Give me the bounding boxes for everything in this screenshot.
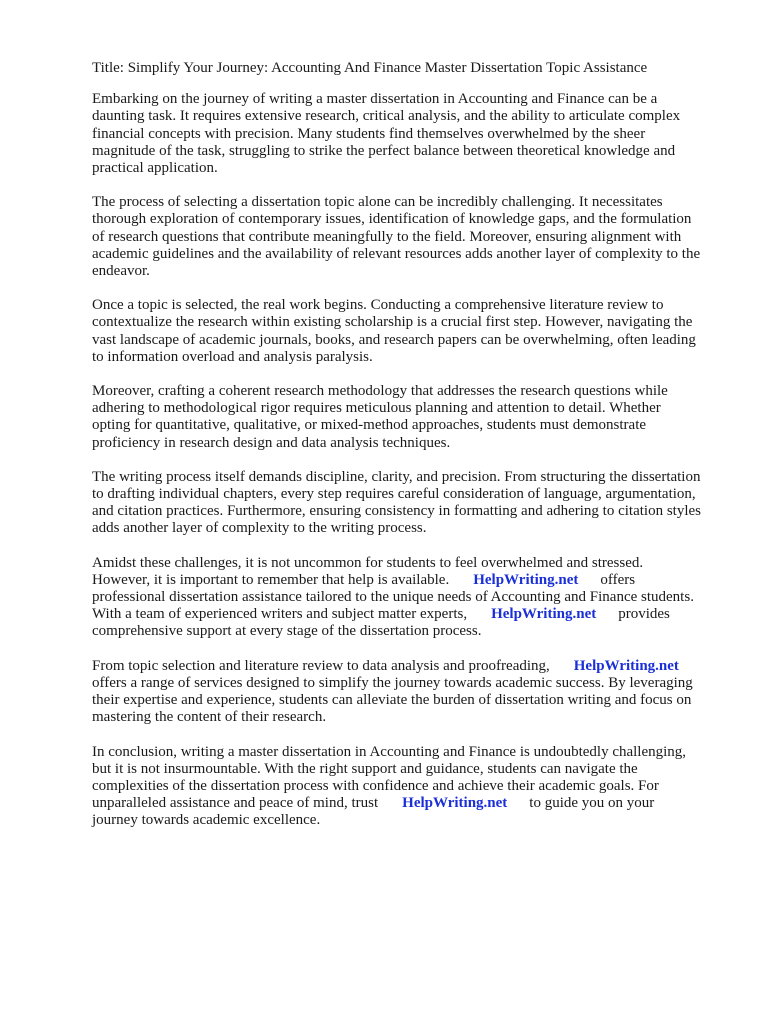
text-line: to information overload and analysis paralysis. [92, 348, 373, 365]
text-span: However, it is important to remember that help is available. [92, 571, 450, 588]
text-line: proficiency in research design and data analysis techniques. [92, 434, 451, 451]
text-line: academic guidelines and the availability of relevant resources adds another layer of complexity to the [92, 245, 701, 262]
text-line: financial concepts with precision. Many students find themselves overwhelmed by the sheer [92, 125, 646, 142]
text-line: contextualize the research within existing scholarship is a crucial first step. However, navigating the [92, 314, 693, 331]
text-line: of research questions that contribute meaningfully to the field. Moreover, ensuring alignment with [92, 228, 682, 245]
text-line: journey towards academic excellence. [92, 812, 321, 829]
text-span: to guide you on your [529, 795, 655, 812]
text-line: In conclusion, writing a master dissertation in Accounting and Finance is undoubtedly challenging, [92, 743, 687, 760]
text-line [92, 795, 728, 812]
text-line: The writing process itself demands discipline, clarity, and precision. From structuring the dissertation [92, 468, 701, 485]
text-line: offers a range of services designed to simplify the journey towards academic success. By leveraging [92, 674, 693, 691]
text-line [92, 572, 728, 589]
text-line: Once a topic is selected, the real work begins. Conducting a comprehensive literature review to [92, 297, 664, 314]
text-line: adhering to methodological rigor requires meticulous planning and attention to detail. Whether [92, 400, 661, 417]
text-line: but it is not insurmountable. With the right support and guidance, students can navigate the [92, 760, 638, 777]
text-line: mastering the content of their research. [92, 709, 327, 726]
paragraph-7 [92, 658, 728, 727]
text-line: daunting task. It requires extensive research, critical analysis, and the ability to articulate complex [92, 108, 681, 125]
text-line: and citation practices. Furthermore, ensuring consistency in formatting and adhering to citation styles [92, 503, 702, 520]
text-line [92, 606, 728, 623]
text-span: With a team of experienced writers and subject matter experts, [92, 606, 468, 623]
text-line: professional dissertation assistance tailored to the unique needs of Accounting and Finance students. [92, 589, 694, 606]
text-line: Amidst these challenges, it is not uncommon for students to feel overwhelmed and stressed. [92, 554, 644, 571]
text-line: thorough exploration of contemporary issues, identification of knowledge gaps, and the formulation [92, 211, 692, 228]
paragraph-5 [92, 469, 728, 538]
text-line: their expertise and experience, students can alleviate the burden of dissertation writing and focus on [92, 692, 692, 709]
text-line: vast landscape of academic journals, books, and research papers can be overwhelming, often leading [92, 331, 696, 348]
helpwriting-link[interactable]: HelpWriting.net [491, 606, 597, 623]
text-span: From topic selection and literature review to data analysis and proofreading, [92, 657, 550, 674]
helpwriting-link[interactable]: HelpWriting.net [402, 795, 508, 812]
paragraph-3 [92, 297, 728, 366]
text-span: offers [600, 571, 636, 588]
paragraph-1 [92, 91, 728, 177]
document-title: Title: Simplify Your Journey: Accounting And Finance Master Dissertation Topic Assistance [92, 60, 648, 76]
text-line [92, 658, 728, 675]
text-line: comprehensive support at every stage of the dissertation process. [92, 623, 482, 640]
text-line: practical application. [92, 160, 218, 177]
text-line: magnitude of the task, struggling to strike the perfect balance between theoretical knowledge and [92, 142, 676, 159]
paragraph-2 [92, 194, 728, 280]
text-line: adds another layer of complexity to the writing process. [92, 520, 427, 537]
text-line: Moreover, crafting a coherent research methodology that addresses the research questions while [92, 383, 668, 400]
text-span: unparalleled assistance and peace of mind, trust [92, 795, 379, 812]
text-line: Embarking on the journey of writing a master dissertation in Accounting and Finance can be a [92, 91, 658, 108]
text-line: complexities of the dissertation process with confidence and achieve their academic goals. For [92, 777, 659, 794]
helpwriting-link[interactable]: HelpWriting.net [473, 571, 579, 588]
text-span: provides [618, 606, 670, 623]
paragraph-4 [92, 383, 728, 452]
paragraph-6 [92, 555, 728, 641]
text-line: The process of selecting a dissertation topic alone can be incredibly challenging. It necessitates [92, 194, 663, 211]
text-line: opting for quantitative, qualitative, or mixed-method approaches, students must demonstrate [92, 417, 647, 434]
paragraph-8 [92, 744, 728, 830]
helpwriting-link[interactable]: HelpWriting.net [573, 657, 679, 674]
text-line: endeavor. [92, 263, 150, 280]
text-line: to drafting individual chapters, every step requires careful consideration of language, argumentation, [92, 486, 696, 503]
